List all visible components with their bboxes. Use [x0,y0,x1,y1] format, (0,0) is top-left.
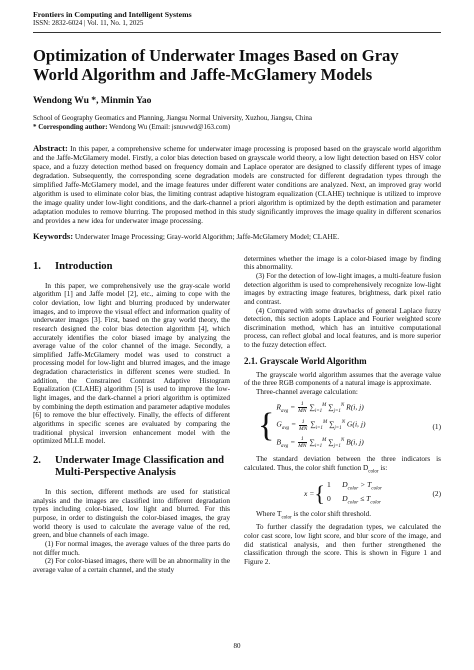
eq1-r-sub: avg [280,408,289,414]
eq1-g-sum: ∑ [308,419,316,429]
equation-2-body [244,480,382,507]
eq1-r-num: 1 [298,401,306,408]
section-2-heading [33,455,230,479]
eq1-b-sum-sub: i=1 [314,443,323,449]
equation-1-row-g [276,417,365,435]
paper-title: Optimization of Underwater Images Based on Gray World Algorithm and Jaffe-McGlamery Models [33,46,399,84]
left-column [33,255,230,575]
subsection-2-1-heading: 2.1. Grayscale World Algorithm [244,355,367,366]
corresponding-author [33,123,441,132]
eq1-g-frac [299,419,307,432]
abstract-label: Abstract: [33,143,68,153]
eq1-r-sum2: ∑ [326,402,334,412]
journal-header [33,10,441,33]
eq2-d2-sub: color [347,500,359,506]
eq1-g-sum2: ∑ [327,419,335,429]
eq1-b-sum-sup: M [322,437,327,443]
eq1-b-num: 1 [298,436,306,443]
equation-2-row-2 [327,494,382,508]
eq1-g-eq: = [289,419,298,429]
equation-1-brace: { [258,407,275,445]
eq2-d1: D [342,480,348,490]
journal-issn: ISSN: 2832-6024 | Vol. 11, No. 1, 2025 [33,19,144,27]
equation-2-rows [327,480,382,507]
right-column [244,255,441,575]
body-columns [33,255,441,575]
eq1-b-sum2-sub: j=1 [333,443,341,449]
right-paragraph-continued: determines whether the image is a color-biased image by finding this abnormality. [244,254,441,272]
eq1-r-sum2-sub: j=1 [333,408,341,414]
equation-2 [244,480,441,507]
section-1-title: Introduction [55,260,113,272]
equation-2-number: (2) [432,489,441,499]
eq1-g-term: G(i, j) [345,419,366,429]
eq1-g-symbol: G [276,419,282,429]
eq1-r-sum2-sup: N [340,402,345,408]
std-dev-text: The standard deviation between the three indicators is calculated. Thus, the color shift function D [244,455,441,473]
eq2-gt: > T [358,480,372,490]
header-rule [33,32,441,33]
eq1-b-sum: ∑ [307,437,315,447]
eq1-r-den: MN [298,408,307,415]
std-deviation-paragraph [244,455,441,477]
keywords [33,232,441,241]
channel-average-label: Three-channel average calculation: [256,388,358,397]
eq1-g-sub: avg [281,426,290,432]
section-2-paragraph: In this section, different methods are used for statistical analysis and the images are classified into different degradation types including color-biased, low light and blurred. For this purpose, in order to distinguish the color-biased images, the gray world theory is used to calculate the average value of the red, green, and blue channels of each image. [33,488,230,540]
threshold-paragraph [244,510,441,523]
eq2-le: ≤ T [358,493,371,503]
classification-paragraph: To further classify the degradation types, we calculated the color cast score, low light score, and blur score of the image, and did statistical analysis, and then further strengthened the classification through the score. This is shown in Figure 1 and Figure 2. [244,523,441,566]
section-2-item-4: (4) Compared with some drawbacks of general Laplace fuzzy detection, this section adopts Laplace and Fourier weighted score discrimination method, which has an intuitive computational process, can reflect global and local features, and is more superior to the fuzzy detection effect. [244,306,441,350]
eq1-r-sum-sub: i=1 [314,408,323,414]
eq2-one: 1 [326,480,331,490]
std-dev-end: is: [378,464,388,473]
eq1-b-sum2-sup: N [340,437,345,443]
corr-text: Wendong Wu (Email: jsnuwwd@163.com) [107,123,231,131]
intro-paragraph: In this paper, we comprehensively use the gray-scale world algorithm [1] and Jaffe model [2], etc., aiming to cope with the color deviation, low light and blurring produced by underwater images, and to improve the visual effect and information quality of underwater images [3]. First, based on the gray world theory, the research designed the color bias detection algorithm [4], which accurately identifies the color biased image by analyzing the average value of the color channel of the image. Secondly, a simplified Jaffe-McGlamery model was used to construct a processing model for low-light and blurred images, and the image degradation characteristics in different scenes were studied. In addition, the Constrained Contrast Adaptive Histogram Equalization (CLAHE) algorithm [5] is used to improve the low-light images, and the dark-channel a priori algorithm is optimized by combining the depth estimation and parameter adaptive modules [6] to remove the blur effectively. Finally, the effects of different algorithms in specific scenes are evaluated by comparing the traditional physical inversion enhancement model with the optimized MLLE model. [33,281,230,446]
eq1-b-sum2: ∑ [326,437,334,447]
paper-affiliation: School of Geography Geomatics and Planning, Jiangsu Normal University, Xuzhou, Jiangsu, China [33,114,312,122]
eq1-r-eq: = [288,402,298,412]
eq1-g-sum2-sup: N [341,420,346,426]
section-2-item-3: (3) For the detection of low-light images, a multi-feature fusion detection algorithm is used to comprehensively recognize low-light images by extracting image features, brightness, dark pixel ratio and contrast. [244,271,441,306]
threshold-sub: color [281,515,292,521]
section-2-title: Underwater Image Classification and Multi-Perspective Analysis [55,455,225,479]
gray-world-paragraph: The grayscale world algorithm assumes that the average value of the three RGB components of a natural image is approximate. [244,370,441,388]
journal-name: Frontiers in Computing and Intelligent Systems [33,10,192,19]
equation-1-row-r [276,400,365,418]
eq2-d2: D [342,493,348,503]
equation-2-brace: { [314,480,325,506]
equation-1-rows [276,400,365,453]
keywords-text: Underwater Image Processing; Gray-world Algorithm; Jaffe-McGlamery Model; CLAHE. [73,231,340,241]
eq1-r-sum: ∑ [307,402,315,412]
eq1-b-frac [298,436,306,449]
paper-authors: Wendong Wu *, Minmin Yao [33,95,152,106]
abstract [33,144,441,226]
eq1-r-symbol: R [276,402,281,412]
eq1-r-term: R(i, j) [344,402,364,412]
threshold-end: is the color shift threshold. [291,510,372,519]
eq1-g-den: MN [298,425,308,432]
eq1-b-sub: avg [280,443,289,449]
section-2-item-2: (2) For color-biased images, there will be an abnormality in the average value of a certain channel, and the study [33,557,230,574]
equation-1-number: (1) [432,421,441,431]
eq1-b-term: B(i, j) [344,437,364,447]
eq2-zero: 0 [326,493,331,503]
eq2-d1-sub: color [347,486,359,492]
keywords-label: Keywords: [33,230,74,241]
equation-2-row-1 [327,480,382,494]
eq2-x: x = [304,489,315,499]
eq1-g-sum-sup: M [322,420,328,426]
section-2-number: 2. [33,455,41,467]
eq1-b-den: MN [298,443,307,450]
eq2-le-sub: color [370,500,381,506]
eq1-b-eq: = [288,437,298,447]
page-number: 80 [233,642,241,650]
eq2-gt-sub: color [371,486,382,492]
eq1-b-symbol: B [276,437,281,447]
eq1-r-frac [298,401,306,414]
section-1-heading [33,261,230,273]
std-dev-sub: color [368,469,379,475]
equation-1-row-b [276,435,365,453]
equation-1 [244,400,441,453]
section-2-item-1: (1) For normal images, the average values of the three parts do not differ much. [33,539,230,557]
eq1-g-num: 1 [299,419,307,426]
eq1-r-sum-sup: M [322,402,327,408]
eq1-g-sum2-sub: j=1 [334,426,342,432]
equation-1-body [244,400,366,453]
abstract-text: In this paper, a comprehensive scheme for underwater image processing is proposed based on the grayscale world algorithm and the Jaffe-McGlamery model. Firstly, a color bias detection based on grayscale world theory, a low light detection based on HSV color space, and a fuzzy detection method based on frequency domain and Laplace operator are designed to classify different types of image degradation. Subsequently, the corresponding scene degradation models are constructed for different degradation types through the simplified Jaffe-McGlamery model, and the image features under different water conditions are analyzed. Next, an improved gray world algorithm is used to eliminate color bias, the limiting contrast adaptive histogram equalization (CLAHE) technique is utilized to improve the image quality under low-light conditions, and the dark-channel a priori algorithm is optimized by the depth estimation and parameter adaptation modules to remove blurring. The proposed method in this study significantly improves the image quality in different scenarios and provides a new idea for underwater image processing. [33,144,441,225]
section-1-number: 1. [33,260,41,272]
corr-label: * Corresponding author: [33,123,108,131]
eq1-g-sum-sub: i=1 [315,426,323,432]
threshold-start: Where T [256,510,282,519]
